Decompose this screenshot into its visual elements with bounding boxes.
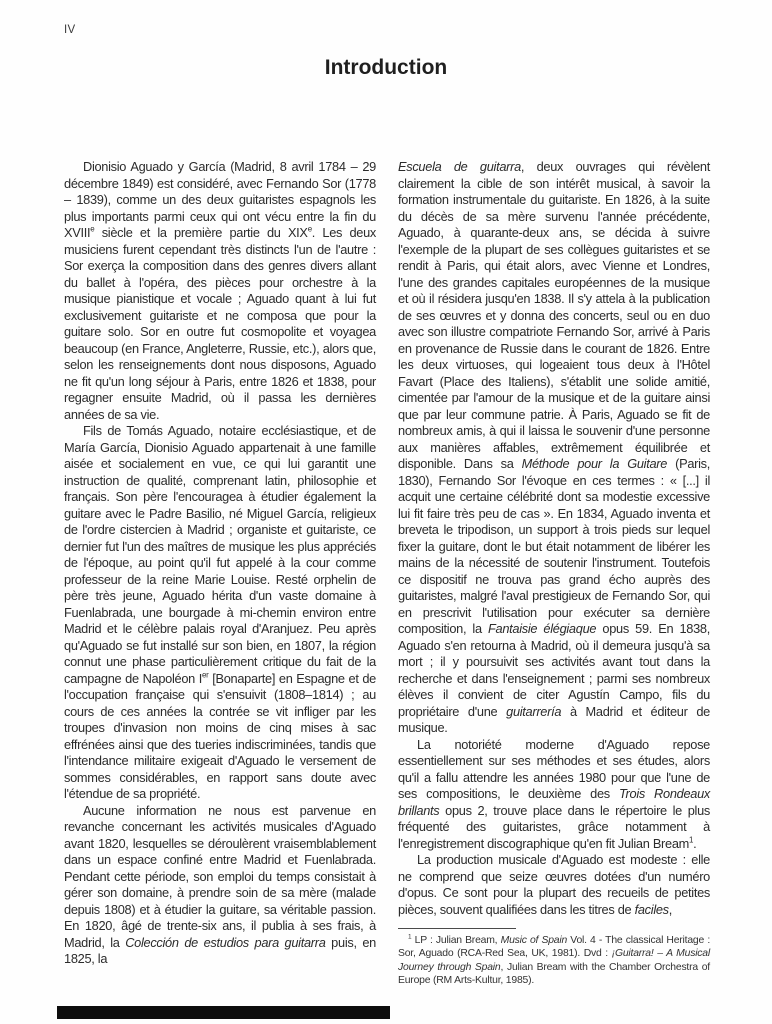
right-column	[398, 159, 710, 987]
footnote-text: $^1$ LP : Julian Bream, Music of Spain Vol. 4 - The classical Heritage : Sor, Aguado (RCA-Red Sea, UK, 1981). Dvd : ¡Guitarra! – A Musical Journey through Spain, Julian Bream with the Chamber Orchestra of Europe (RM Arts-Kultur, 1985).	[398, 933, 711, 986]
left-paragraph-1: Dionisio Aguado y García (Madrid, 8 avril 1784 – 29 décembre 1849) est considéré, avec Fernando Sor (1778 – 1839), comme un des deux guitaristes espagnols les plus importants parmi ceux qui ont vécu entre la fin du XVIIIe siècle et la première partie du XIXe. Les deux musiciens furent cependant très distincts l'un de l'autre : Sor exerça la composition dans des genres divers allant du ballet à l'opéra, des pièces pour orchestre à la musique pianistique et vocale ; Aguado quant à lui fut exclusivement guitariste et ne composa que pour la guitare solo. Sor en outre fut cosmopolite et voyagea beaucoup (en France, Angleterre, Russie, etc.), alors que, selon les renseignements dont nous disposons, Aguado ne fit qu'un long séjour à Paris, entre 1826 et 1838, pour regagner ensuite Madrid, où il passa les dernières années de sa vie.	[64, 159, 376, 422]
text-columns	[64, 159, 711, 987]
scan-artifact-bar	[57, 1006, 390, 1019]
right-paragraph-1: Escuela de guitarra, deux ouvrages qui révèlent clairement la cible de son intérêt musical, à savoir la formation instrumentale du guitariste. En 1826, à la suite du décès de sa mère survenu l'année précédente, Aguado, à quarante-deux ans, se décida à suivre l'exemple de la plupart de ses collègues guitaristes et se rendit à Paris, qui était alors, avec Vienne et Londres, l'une des grandes capitales européennes de la musique et où il résidera jusqu'en 1838. Il s'y attela à la publication de ses œuvres et y donna des concerts, seul ou en duo avec son illustre compatriote Fernando Sor, arrivé à Paris en provenance de Russie dans le courant de 1826. Entre les deux virtuoses, qui logeaient tous deux à l'Hôtel Favart (Place des Italiens), s'établit une solide amitié, cimentée par l'amour de la musique et de la guitare ainsi que par leur commune patrie. À Paris, Aguado se fit de nombreux amis, à qui il laissa le souvenir d'une personne aux manières affables, extrêmement équilibrée et disponible. Dans sa Méthode pour la Guitare (Paris, 1830), Fernando Sor l'évoque en ces termes : « [...] il acquit une certaine célébrité dont sa modestie excessive lui fit faire très peu de cas ». En 1834, Aguado inventa et breveta le tripodison, un support à trois pieds sur lequel fixer la guitare, dont le but était notamment de libérer les mains de la nécessité de soutenir l'instrument. Toutefois ce dispositif ne trouva pas grand écho auprès des guitaristes, malgré l'aval prestigieux de Fernando Sor, qui en prescrivit l'utilisation pour exécuter sa dernière composition, la Fantaisie élégiaque opus 59. En 1838, Aguado s'en retourna à Madrid, où il demeura jusqu'à sa mort ; il y poursuivit ses activités avant tout dans la recherche et dans l'enseignement ; parmi ses nombreux élèves il convient de citer Agustín Campo, fils du propriétaire d'une guitarrería à Madrid et éditeur de musique.	[398, 159, 711, 735]
page-number: IV	[64, 24, 76, 36]
right-paragraph-2: La notoriété moderne d'Aguado repose essentiellement sur ses méthodes et ses études, alors qu'il a fallu attendre les années 1980 pour que l'une de ses compositions, le deuxième des Trois Rondeaux brillants opus 2, trouve place dans le répertoire le plus fréquenté des guitaristes, grâce notamment à l'enregistrement discographique qu'en fit Julian Bream$^1$.	[398, 736, 711, 851]
page-title: Introduction	[324, 56, 448, 79]
footnote	[398, 928, 710, 987]
footnote-separator	[398, 928, 516, 929]
left-paragraph-2: Fils de Tomás Aguado, notaire ecclésiastique, et de María García, Dionisio Aguado appartenait à une famille aisée et socialement en vue, ce qui lui garantit une instruction de qualité, comprenant latin, philosophie et français. Son père l'encouragea à étudier également la guitare avec le Padre Basilio, né Miguel García, religieux de l'ordre cistercien à Madrid ; organiste et guitariste, ce dernier fut l'un des maîtres de musique les plus appréciés de l'époque, au point qu'il fut appelé à la cour comme professeur de la reine Marie Louise. Resté orphelin de père très jeune, Aguado hérita d'un vaste domaine à Fuenlabrada, une bourgade à mi-chemin environ entre Madrid et le célèbre palais royal d'Aranjuez. Peu après qu'Aguado se fut installé sur son bien, en 1807, la région connut une phase particulièrement critique du fait de la campagne de Napoléon Ier [Bonaparte] en Espagne et de l'occupation française qui s'ensuivit (1808–1814) ; au cours de ces années la contrée se vit infliger par les troupes d'invasion non moins de cinq mises à sac effrénées ainsi que des tueries indiscriminées, tandis que l'intendance militaire exigeait d'Aguado le versement de sommes considérables, en rapport sans doute avec l'étendue de sa propriété.	[64, 423, 377, 801]
right-paragraph-3: La production musicale d'Aguado est modeste : elle ne comprend que seize œuvres dotées d'un numéro d'opus. Ce sont pour la plupart des recueils de petites pièces, souvent qualifiées dans les titres de faciles,	[398, 852, 710, 917]
left-paragraph-3: Aucune information ne nous est parvenue en revanche concernant les activités musicales d'Aguado avant 1820, lesquelles se déroulèrent vraisemblablement dans un espace confiné entre Madrid et Fuenlabrada. Pendant cette période, son emploi du temps consistait à gérer son domaine, à prendre soin de sa mère (malade depuis 1808) et à étudier la guitare, sa véritable passion. En 1820, âgé de trente-six ans, il publia à ses frais, à Madrid, la Colección de estudios para guitarra puis, en 1825, la	[64, 802, 376, 966]
left-column	[64, 159, 376, 987]
